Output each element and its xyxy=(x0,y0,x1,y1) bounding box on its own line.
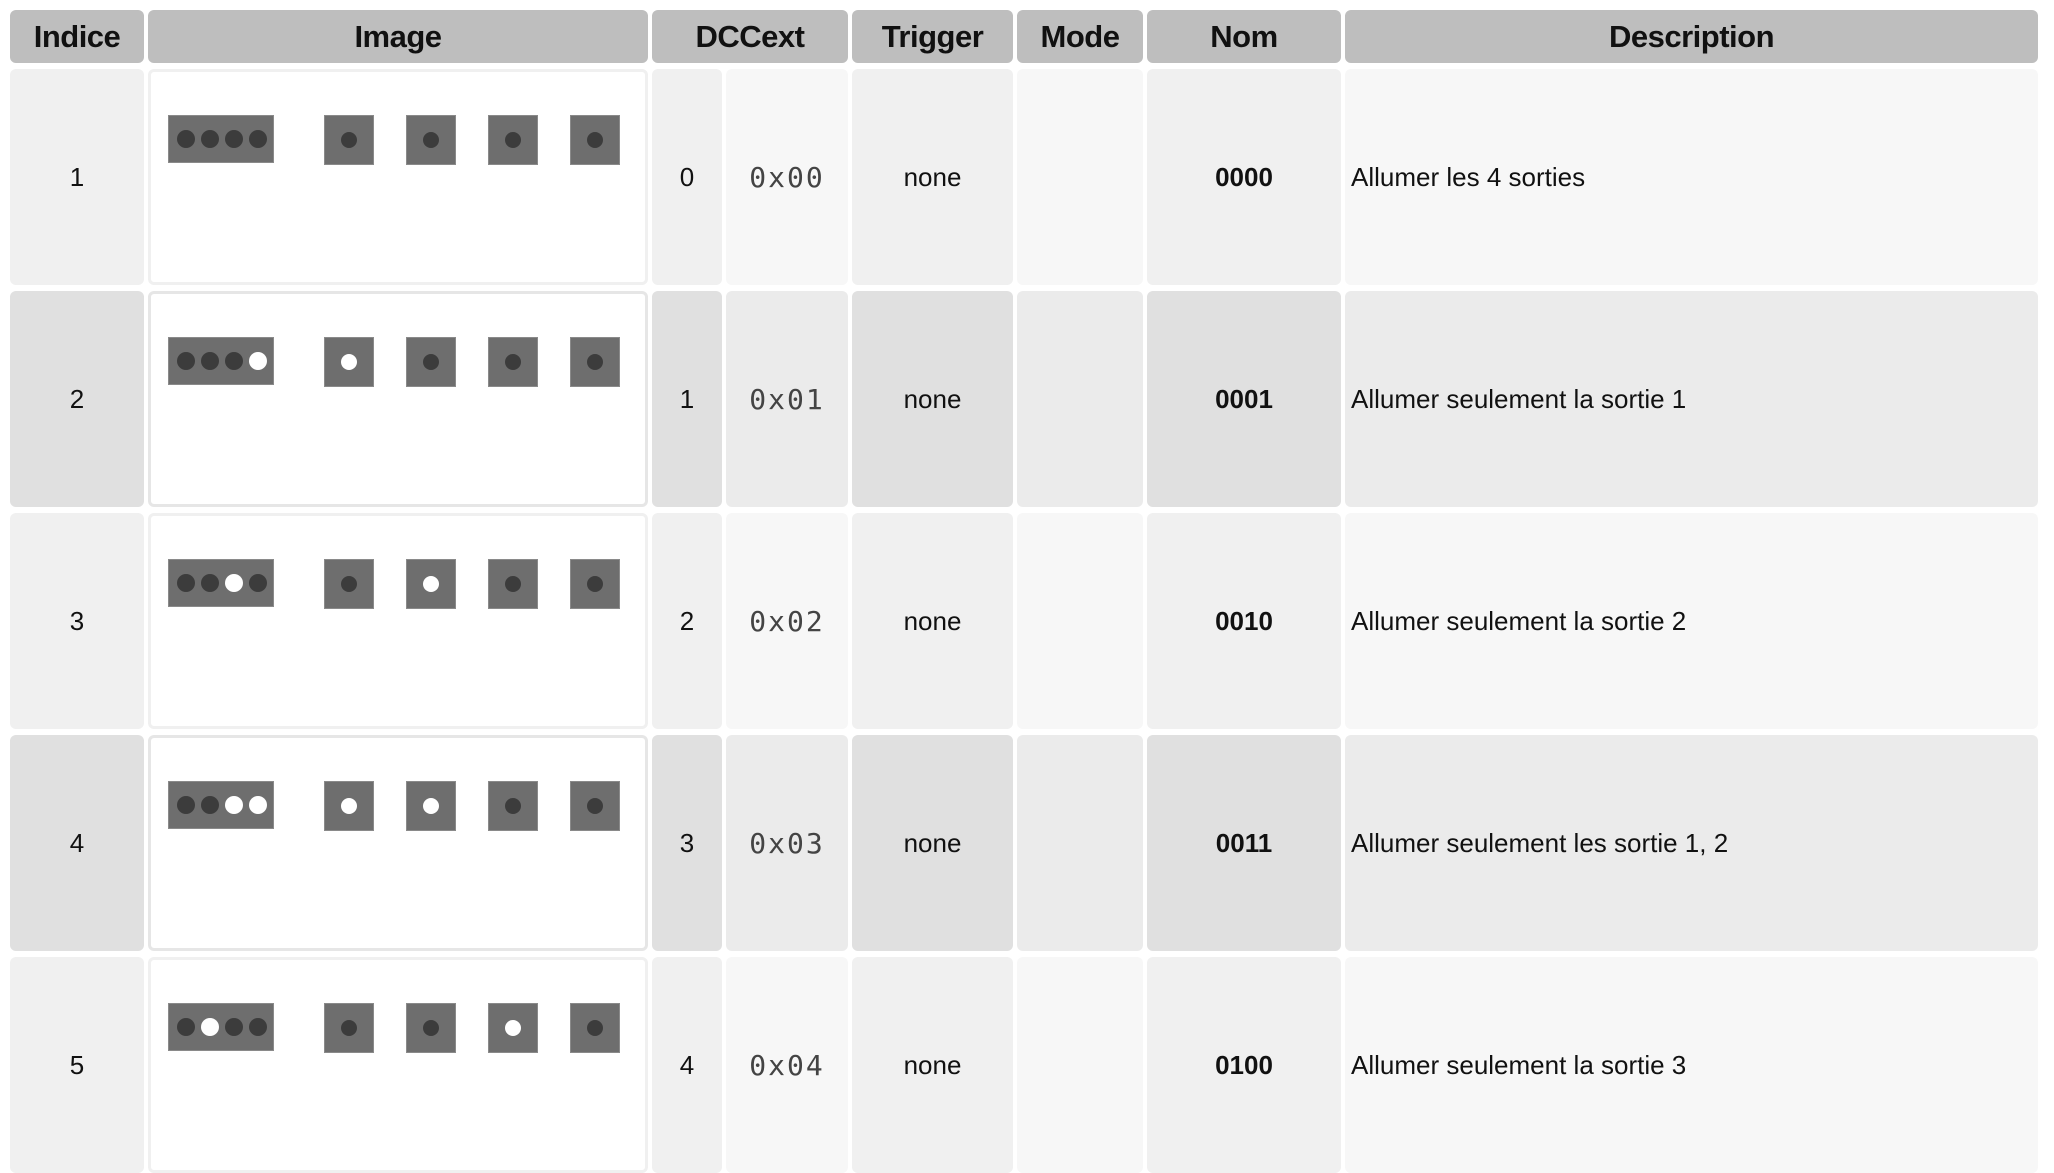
lamp-icon xyxy=(341,798,357,814)
led-dot-icon xyxy=(177,352,195,370)
led-dot-icon xyxy=(177,1018,195,1036)
led-strip-icon xyxy=(168,781,274,829)
nom-cell: 0001 xyxy=(1147,291,1341,507)
trigger-cell: none xyxy=(852,735,1013,951)
signal-table xyxy=(10,10,2036,1173)
header-nom[interactable]: Nom xyxy=(1147,10,1341,63)
lamp-icon xyxy=(423,354,439,370)
trigger-cell: none xyxy=(852,69,1013,285)
lamp-icon xyxy=(423,132,439,148)
header-dccext[interactable]: DCCext xyxy=(652,10,848,63)
signal-light-icon xyxy=(406,337,456,387)
header-description[interactable]: Description xyxy=(1345,10,2038,63)
lamp-icon xyxy=(587,354,603,370)
signal-light-icon xyxy=(488,337,538,387)
dcc-value-cell: 0 xyxy=(652,69,722,285)
signal-image xyxy=(148,957,648,1173)
dcc-value-cell: 1 xyxy=(652,291,722,507)
led-dot-icon xyxy=(225,574,243,592)
lamp-icon xyxy=(587,1020,603,1036)
signal-light-icon xyxy=(488,115,538,165)
led-strip-icon xyxy=(168,1003,274,1051)
lamp-icon xyxy=(505,1020,521,1036)
indice-cell: 4 xyxy=(10,735,144,951)
header-image[interactable]: Image xyxy=(148,10,648,63)
signal-light-icon xyxy=(570,559,620,609)
lamp-icon xyxy=(341,132,357,148)
led-dot-icon xyxy=(225,796,243,814)
mode-cell xyxy=(1017,735,1143,951)
dcc-hex-cell: 0x00 xyxy=(726,69,848,285)
indice-cell: 3 xyxy=(10,513,144,729)
led-dot-icon xyxy=(225,130,243,148)
led-dot-icon xyxy=(249,574,267,592)
lamp-icon xyxy=(423,798,439,814)
led-dot-icon xyxy=(225,1018,243,1036)
dcc-value-cell: 3 xyxy=(652,735,722,951)
header-mode[interactable]: Mode xyxy=(1017,10,1143,63)
lamp-icon xyxy=(423,576,439,592)
description-cell: Allumer seulement la sortie 1 xyxy=(1345,291,2038,507)
led-dot-icon xyxy=(201,796,219,814)
signal-light-icon xyxy=(406,781,456,831)
description-cell: Allumer seulement la sortie 3 xyxy=(1345,957,2038,1173)
signal-light-icon xyxy=(406,559,456,609)
signal-image xyxy=(148,291,648,507)
dcc-hex-cell: 0x01 xyxy=(726,291,848,507)
header-trigger[interactable]: Trigger xyxy=(852,10,1013,63)
led-dot-icon xyxy=(249,130,267,148)
indice-cell: 2 xyxy=(10,291,144,507)
led-dot-icon xyxy=(177,130,195,148)
led-strip-icon xyxy=(168,337,274,385)
trigger-cell: none xyxy=(852,957,1013,1173)
dcc-value-cell: 4 xyxy=(652,957,722,1173)
mode-cell xyxy=(1017,69,1143,285)
lamp-icon xyxy=(423,1020,439,1036)
nom-cell: 0000 xyxy=(1147,69,1341,285)
signal-light-icon xyxy=(324,1003,374,1053)
led-strip-icon xyxy=(168,559,274,607)
signal-light-icon xyxy=(324,337,374,387)
led-dot-icon xyxy=(201,1018,219,1036)
lamp-icon xyxy=(505,354,521,370)
nom-cell: 0011 xyxy=(1147,735,1341,951)
dcc-hex-cell: 0x03 xyxy=(726,735,848,951)
mode-cell xyxy=(1017,291,1143,507)
signal-light-icon xyxy=(324,559,374,609)
lamp-icon xyxy=(505,132,521,148)
lamp-icon xyxy=(587,132,603,148)
nom-cell: 0100 xyxy=(1147,957,1341,1173)
signal-light-icon xyxy=(324,781,374,831)
mode-cell xyxy=(1017,957,1143,1173)
signal-light-icon xyxy=(488,781,538,831)
led-dot-icon xyxy=(249,352,267,370)
description-cell: Allumer seulement la sortie 2 xyxy=(1345,513,2038,729)
mode-cell xyxy=(1017,513,1143,729)
led-strip-icon xyxy=(168,115,274,163)
signal-light-icon xyxy=(570,781,620,831)
lamp-icon xyxy=(587,798,603,814)
dcc-hex-cell: 0x02 xyxy=(726,513,848,729)
nom-cell: 0010 xyxy=(1147,513,1341,729)
indice-cell: 1 xyxy=(10,69,144,285)
signal-light-icon xyxy=(488,1003,538,1053)
lamp-icon xyxy=(341,354,357,370)
lamp-icon xyxy=(505,798,521,814)
dcc-value-cell: 2 xyxy=(652,513,722,729)
led-dot-icon xyxy=(249,796,267,814)
lamp-icon xyxy=(587,576,603,592)
description-cell: Allumer seulement les sortie 1, 2 xyxy=(1345,735,2038,951)
lamp-icon xyxy=(505,576,521,592)
signal-light-icon xyxy=(406,115,456,165)
led-dot-icon xyxy=(249,1018,267,1036)
signal-light-icon xyxy=(406,1003,456,1053)
led-dot-icon xyxy=(201,352,219,370)
header-indice[interactable]: Indice xyxy=(10,10,144,63)
indice-cell: 5 xyxy=(10,957,144,1173)
led-dot-icon xyxy=(177,574,195,592)
lamp-icon xyxy=(341,576,357,592)
led-dot-icon xyxy=(201,574,219,592)
led-dot-icon xyxy=(225,352,243,370)
signal-light-icon xyxy=(570,115,620,165)
signal-light-icon xyxy=(570,337,620,387)
dcc-hex-cell: 0x04 xyxy=(726,957,848,1173)
lamp-icon xyxy=(341,1020,357,1036)
signal-image xyxy=(148,513,648,729)
trigger-cell: none xyxy=(852,291,1013,507)
signal-light-icon xyxy=(488,559,538,609)
description-cell: Allumer les 4 sorties xyxy=(1345,69,2038,285)
signal-image xyxy=(148,735,648,951)
signal-light-icon xyxy=(324,115,374,165)
trigger-cell: none xyxy=(852,513,1013,729)
signal-light-icon xyxy=(570,1003,620,1053)
signal-image xyxy=(148,69,648,285)
led-dot-icon xyxy=(201,130,219,148)
led-dot-icon xyxy=(177,796,195,814)
